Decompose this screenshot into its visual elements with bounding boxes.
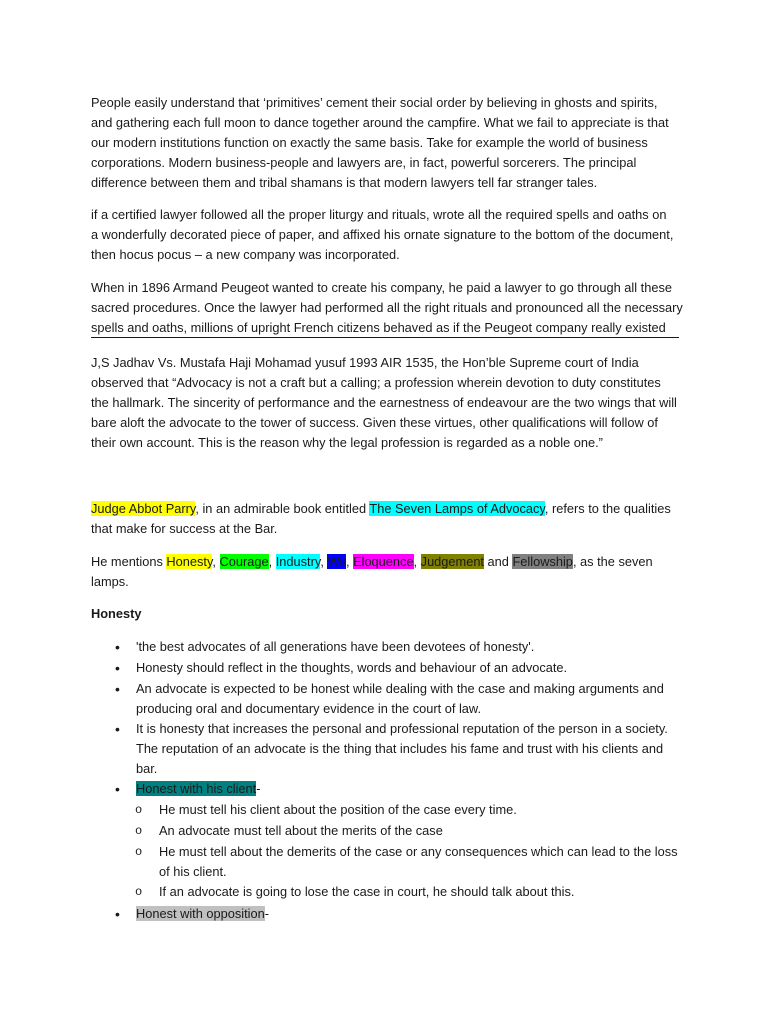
separator: , [413,554,421,569]
list-item-text [136,779,684,799]
text-line: that make for success at the Bar. [91,521,278,536]
lamp-fellowship: Fellowship [512,554,573,569]
text-line: then hocus pocus – a new company was incorporated. [91,247,400,262]
text-line: producing oral and documentary evidence in the court of law. [136,701,482,716]
lamp-eloquence: Eloquence [353,554,414,569]
list-item-text [136,719,684,779]
sub-bullet-marker: o [135,803,143,817]
separator: , [320,554,328,569]
text-line: sacred procedures. Once the lawyer had performed all the right rituals and pronounced all the necessary [91,300,683,315]
text-line: if a certified lawyer followed all the proper liturgy and rituals, wrote all the required spells and oaths on [91,207,667,222]
text-line: It is honesty that increases the personal and professional reputation of the person in a society. [136,721,668,736]
text-line: J,S Jadhav Vs. Mustafa Haji Mohamad yusuf 1993 AIR 1535, the Hon’ble Supreme court of India [91,355,639,370]
lamp-courage: Courage [219,554,269,569]
bullet-marker: • [115,660,120,676]
text-line: a wonderfully decorated piece of paper, and affixed his ornate signature to the bottom of the document, [91,227,674,242]
bullet-marker: • [115,781,120,797]
text-line: If an advocate is going to lose the case in court, he should talk about this. [159,884,575,899]
text-line: spells and oaths, millions of upright French citizens behaved as if the Peugeot company really existed [91,320,666,335]
sub-list-item-text [159,800,689,820]
text-line: their own account. This is the reason why the legal profession is regarded as a noble one.” [91,435,603,450]
text-line: Honesty should reflect in the thoughts, words and behaviour of an advocate. [136,660,568,675]
list-item-text [136,679,684,719]
conjunction: and [484,554,513,569]
text-fragment: , as the seven [572,554,653,569]
highlight-author: Judge Abbot Parry [91,501,196,516]
text-line: An advocate must tell about the merits of the case [159,823,443,838]
list-item-text [136,658,684,678]
sub-bullet-marker: o [135,845,143,859]
text-line [91,499,681,519]
paragraph-peugeot [91,278,681,338]
text-line: An advocate is expected to be honest while dealing with the case and making arguments and [136,681,664,696]
sub-bullet-marker: o [135,824,143,838]
sub-list-item-text [159,842,689,882]
bullet-marker: • [115,721,120,737]
text-line: our modern institutions function on exactly the same basis. Take for example the world of business [91,135,648,150]
lamp-honesty: Honesty [166,554,213,569]
text-line [91,552,681,572]
text-line: People easily understand that ‘primitives’ cement their social order by believing in ghosts and spirits, [91,95,658,110]
list-item-text [136,904,684,924]
text-line: bare aloft the advocate to the tower of success. Given these virtues, other qualifications will follow of [91,415,658,430]
bullet-marker: • [115,639,120,655]
text-line: lamps. [91,574,129,589]
highlight-book-title: The Seven Lamps of Advocacy [369,501,545,516]
text-fragment: , refers to the qualities [544,501,671,516]
section-heading-honesty: Honesty [91,606,142,621]
bullet-marker: • [115,681,120,697]
highlight-honest-with-client: Honest with his client [136,781,257,796]
text-line [136,779,684,799]
text-line: corporations. Modern business-people and lawyers are, in fact, powerful sorcerers. The principal [91,155,637,170]
text-line: The reputation of an advocate is the thing that includes his fame and trust with his clients and [136,741,664,756]
text-line: the hallmark. The sincerity of performance and the earnestness of endeavour are the two wings that will [91,395,677,410]
list-item-text [136,637,684,657]
text-line: 'the best advocates of all generations have been devotees of honesty'. [136,639,535,654]
text-line: difference between them and tribal shamans is that modern lawyers tell far stranger tales. [91,175,598,190]
text-fragment: He mentions [91,554,167,569]
paragraph-certified-lawyer [91,205,681,265]
dash: - [264,906,270,921]
lamp-judgement: Judgement [420,554,484,569]
text-line: bar. [136,761,158,776]
text-line: He must tell his client about the position of the case every time. [159,802,517,817]
separator: , [345,554,354,569]
horizontal-rule [91,337,679,338]
text-fragment: , in an admirable book entitled [195,501,370,516]
sub-list-item-text [159,882,689,902]
text-line: When in 1896 Armand Peugeot wanted to create his company, he paid a lawyer to go through all these [91,280,672,295]
text-line: observed that “Advocacy is not a craft but a calling; a profession wherein devotion to duty constitutes [91,375,661,390]
separator: , [212,554,220,569]
text-line: and gathering each full moon to dance together around the campfire. What we fail to appreciate is that [91,115,669,130]
separator: , [268,554,276,569]
bullet-marker: • [115,906,120,922]
lamp-wit: Wit [327,554,346,569]
paragraph-seven-lamps [91,552,681,592]
paragraph-primitives [91,93,681,193]
text-line: of his client. [159,864,227,879]
paragraph-jadhav-case [91,353,681,453]
sub-bullet-marker: o [135,885,143,899]
highlight-honest-with-opposition: Honest with opposition [136,906,265,921]
text-line: He must tell about the demerits of the case or any consequences which can lead to the loss [159,844,678,859]
paragraph-parry [91,499,681,539]
sub-list-item-text [159,821,689,841]
dash: - [256,781,261,796]
lamp-industry: Industry [275,554,321,569]
text-line [136,904,684,924]
